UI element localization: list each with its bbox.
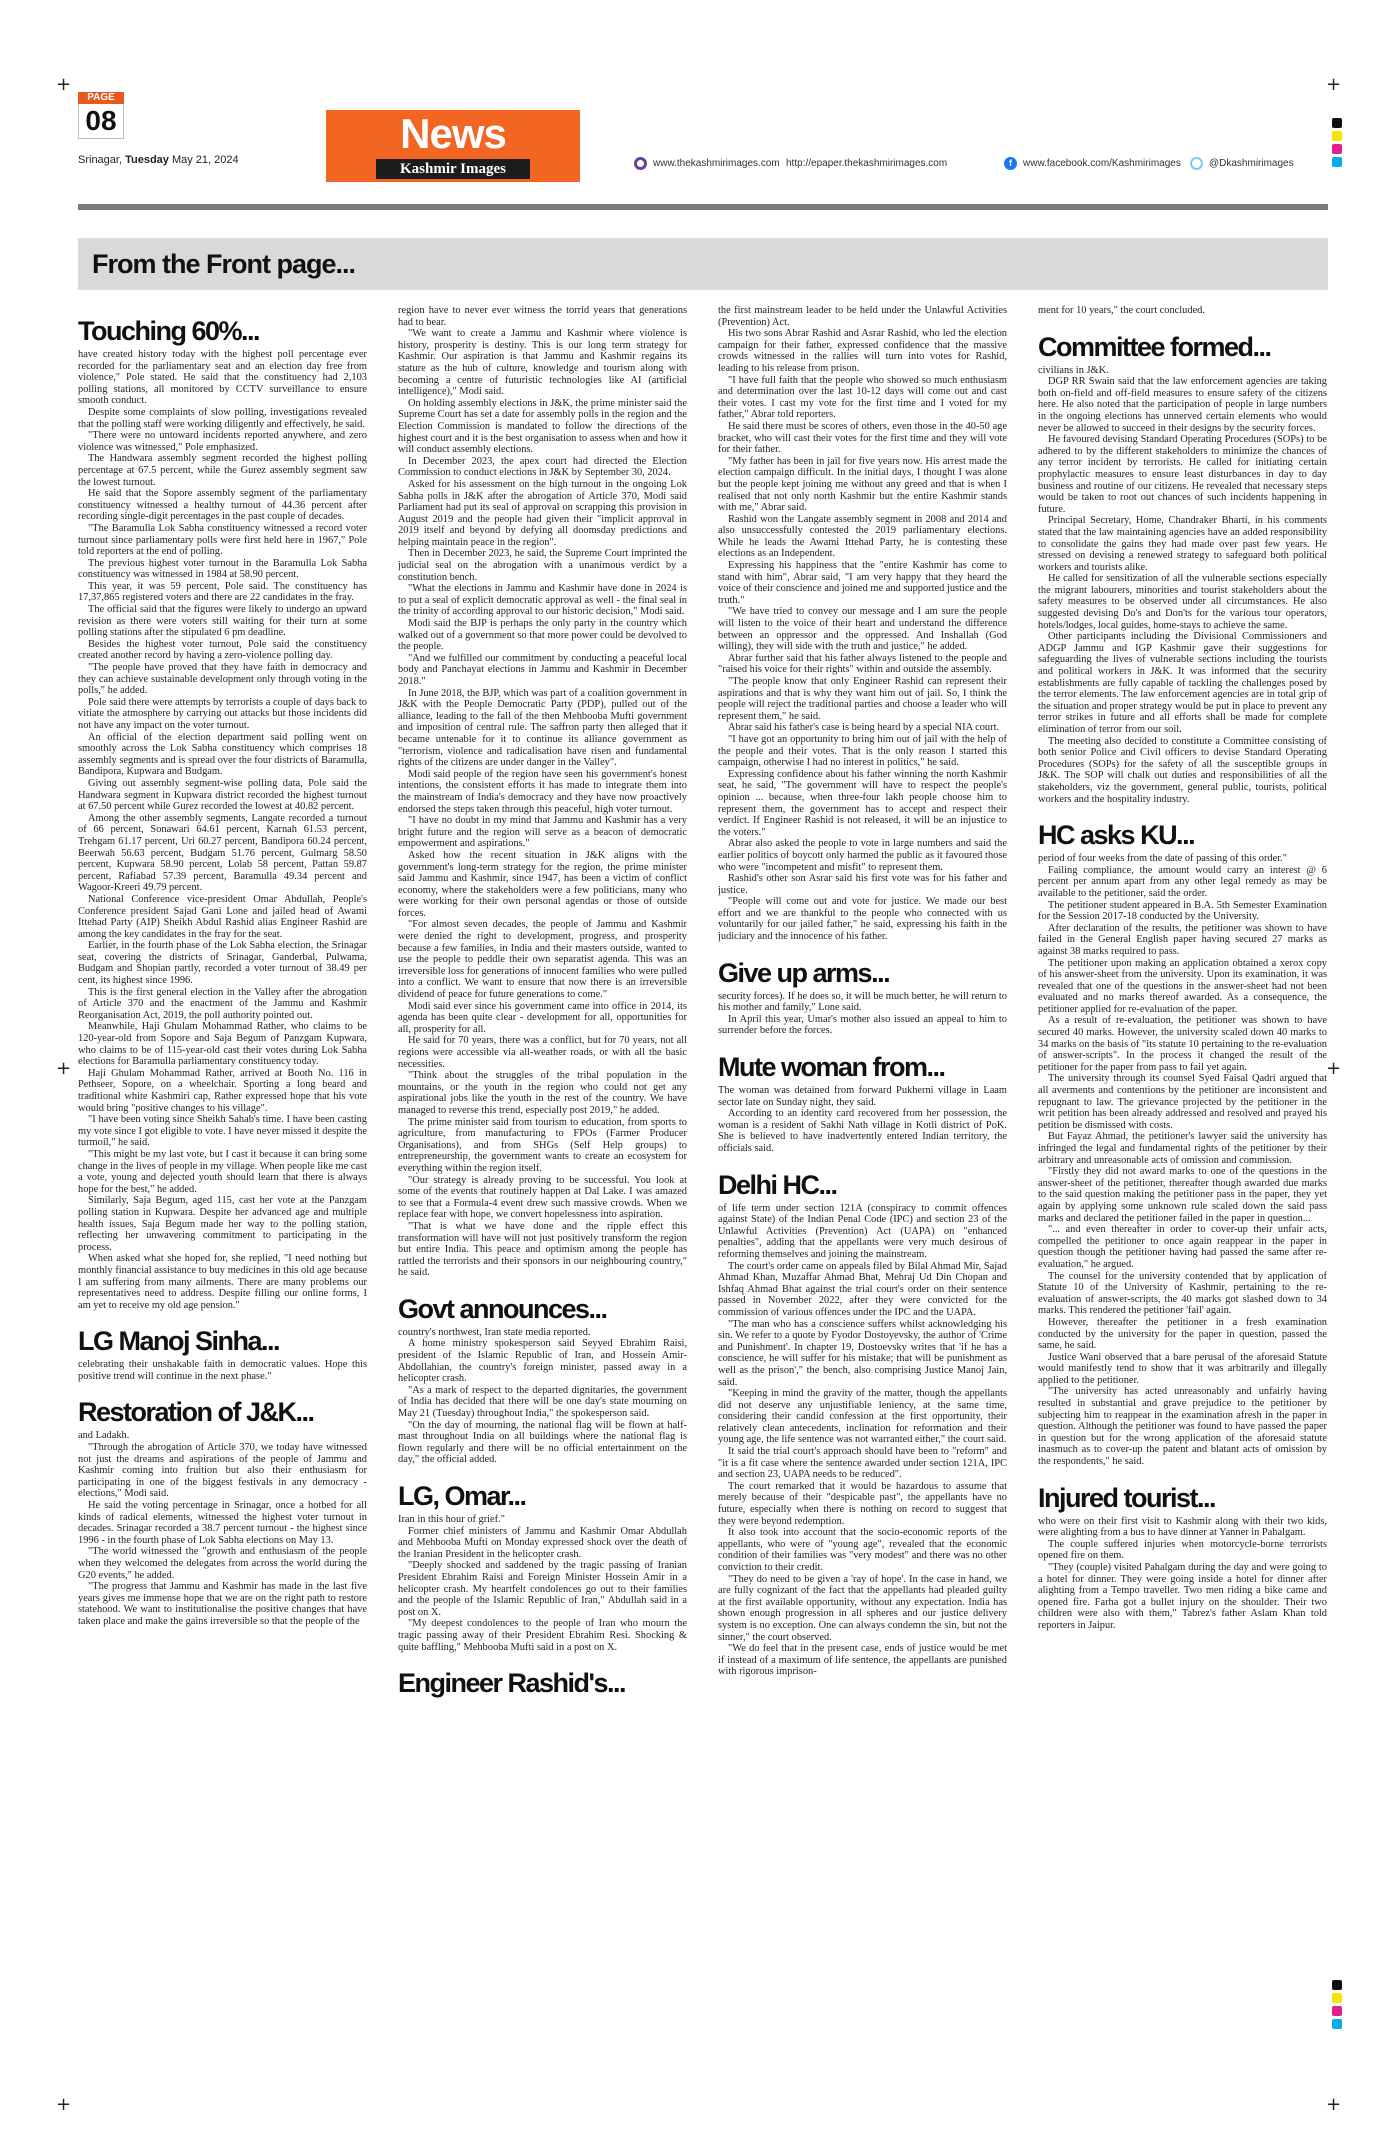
story-paragraph: region have to never ever witness the torrid years that generations had to bear. [398, 305, 687, 328]
registration-mark: + [56, 1058, 72, 1079]
story-headline: Committee formed... [1038, 331, 1271, 362]
story-paragraph: Expressing confidence about his father winning the north Kashmir seat, he said, "The government will have to respect the people's opinion ... because, when three-four lakh people choose him to represent them, the government has to accept and respect their verdict. If Engineer Rashid is not released, it will be an injustice to the voters." [718, 768, 1007, 838]
registration-mark: + [56, 74, 72, 95]
page-tag [78, 92, 124, 139]
story-paragraph: Modi said people of the region have seen his government's honest intentions, the consistent efforts it has made to integrate them into the mainstream of India's democracy and they have now proactively endorsed the steps taken through this peaceful, high voter turnout. [398, 768, 687, 815]
story-paragraph: The prime minister said from tourism to education, from sports to agriculture, from manufacturing to FPOs (Farmer Producer Organisations), and from SHGs (Self Help groups) to entrepreneurship, the government wants to create an ecosystem for everything within the region itself. [398, 1116, 687, 1174]
story-paragraph: "There were no untoward incidents reported anywhere, and zero violence was witnessed," Pole emphasized. [78, 430, 367, 453]
story-paragraph: "We do feel that in the present case, ends of justice would be met if instead of a maximum of life sentence, the appellants are punished with rigorous imprison- [718, 1643, 1007, 1678]
story-paragraph: "We want to create a Jammu and Kashmir where violence is history, prosperity is destiny. This is our long term strategy for Kashmir. Our aspiration is that Jammu and Kashmir regains its stature as the hub of culture, knowledge and tourism along with becoming a centre of futuristic technologies like AI (artificial intelligence)," Modi said. [398, 328, 687, 398]
story-paragraph: Similarly, Saja Begum, aged 115, cast her vote at the Panzgam polling station in Kupwara. Despite her advanced age and multiple health issues, Saja Begum made her way to the polling station, reflecting her unwavering commitment to participating in the process. [78, 1195, 367, 1253]
story-paragraph: "They do need to be given a 'ray of hope'. In the case in hand, we are fully cognizant of the fact that the appellants had pleaded guilty at the first available opportunity, without any expectation. India has shown enough progression in all spheres and our justice delivery system is no exception. One can always condemn the sin, but not the sinner," the court observed. [718, 1573, 1007, 1643]
page-label: PAGE [78, 92, 124, 104]
story-paragraph: On holding assembly elections in J&K, the prime minister said the Supreme Court has set a date for assembly polls in the region and the Election Commission is mandated to follow the directions of the highest court and it is the best organisation to assess when and how it will conduct assembly elections. [398, 397, 687, 456]
story-headline: Mute woman from... [718, 1052, 945, 1083]
story-paragraph: The previous highest voter turnout in the Baramulla Lok Sabha constituency was witnessed in 1984 at 58.90 percent. [78, 557, 367, 581]
story-paragraph: Besides the highest voter turnout, Pole said the constituency created another record by having a zero-violence polling day. [78, 638, 367, 662]
story-paragraph: Modi said ever since his government came into office in 2014, its agenda has been quite clear - development for all, opportunities for all, prosperity for all. [398, 1000, 687, 1035]
story-paragraph: security forces). If he does so, it will be much better, he will return to his mother and family," Lone said. [718, 990, 1007, 1014]
story-paragraph: "My deepest condolences to the people of Iran who mourn the tragic passing away of their President Ebrahim Resi. Shocking & quite baffling," Mehbooba Mufti said in a post on X. [398, 1618, 687, 1653]
story-paragraph: The court's order came on appeals filed by Bilal Ahmad Mir, Sajad Ahmad Khan, Muzaffar Ahmad Bhat, Mehraj Ud Din Chopan and Ishfaq Ahmad Bhat against the trial court's order on their sentence passed in November 2022, after they were convicted for the commission of various offences under the IPC and the UAPA. [718, 1260, 1007, 1318]
page-number: 08 [78, 104, 124, 139]
story-paragraph: Principal Secretary, Home, Chandraker Bharti, in his comments stated that the law maintaining agencies have an added responsibility to consolidate the gains they had made over past few years. He stressed on devising a renewed strategy to safeguard both political workers and tourists alike. [1038, 515, 1327, 573]
story-paragraph: Pole said there were attempts by terrorists a couple of days back to vitiate the atmosphere by carrying out attacks but those incidents did not have any impact on the voter turnout. [78, 696, 367, 731]
story-paragraph: As a result of re-evaluation, the petitioner was shown to have secured 40 marks. However, the university scaled down 40 marks to 34 marks on the basis of "its statute 10 pertaining to the re-evaluation of answer-scripts". In the process it changed the result of the petitioner for the paper from pass to fail yet again. [1038, 1015, 1327, 1073]
story-paragraph: It said the trial court's approach should have been to "reform" and "it is a fit case where the sentence awarded under section 121A, IPC and section 23, UAPA needs to be reduced". [718, 1446, 1007, 1481]
story-paragraph: The meeting also decided to constitute a Committee consisting of both senior Police and Civil officers to devise Standard Operating Procedures (SOPs) for the safety of all the susceptible groups in J&K. The SOP will chalk out duties and responsibilities of all the stakeholders, viz the government, general public, tourists, political workers and the hospitality industry. [1038, 735, 1327, 805]
story-paragraph: ment for 10 years," the court concluded. [1038, 305, 1205, 316]
story-paragraph: The petitioner upon making an application obtained a xerox copy of his answer-sheet from the university. Upon its examination, it was revealed that one of the questions in the answer-sheet had not been evaluated and no marks thereof awarded. As a consequence, the petitioner applied for re-evaluation of the paper. [1038, 957, 1327, 1015]
story-paragraph: "Through the abrogation of Article 370, we today have witnessed not just the dreams and aspirations of the people of Jammu and Kashmir coming into fruition but also their enthusiasm for participating in one of the biggest festivals in any democracy - elections," Modi said. [78, 1442, 367, 1500]
story-paragraph: In April this year, Umar's mother also issued an appeal to him to surrender before the forces. [718, 1013, 1007, 1037]
story-paragraph: Other participants including the Divisional Commissioners and ADGP Jammu and IGP Kashmir gave their suggestions for safeguarding the lives of vulnerable sections including the tourists and political workers in J&K. It was informed that the security establishments are fully capable of tackling the challenges posed by the terror elements. The law enforcement agencies are in total grip of the situation and proper strategy would be put in place to prevent any terror strikes in future and all efforts shall be made for complete elimination of terror from our soil. [1038, 631, 1327, 735]
column-1 [78, 305, 367, 2085]
story-paragraph: He said there must be scores of others, even those in the 40-50 age bracket, who will cast their votes for the first time and they will vote for their father. [718, 420, 1007, 456]
story-headline: HC asks KU... [1038, 820, 1195, 851]
story-paragraph: The petitioner student appeared in B.A. 5th Semester Examination for the Session 2017-18 conducted by the University. [1038, 899, 1327, 923]
story-paragraph: "For almost seven decades, the people of Jammu and Kashmir were denied the right to development, progress, and prosperity because a few families, in India and their masters outside, wanted to use the people to peddle their own separatist agenda. This was an irreversible loss for generations of innocent families who were pulled into a conflict. We want to ensure that now there is an irreversible dividend of peace for future generations to come." [398, 919, 687, 1001]
story-paragraph: He called for sensitization of all the vulnerable sections especially the migrant labourers, minorities and tourist stakeholders about the safety measures to be observed under all circumstances. He also suggested devising Do's and Don'ts for the various tour operators, hotels/lodges, local guides, home-stays to achieve the same. [1038, 573, 1327, 631]
epaper-link[interactable]: http://epaper.thekashmirimages.com [786, 158, 948, 169]
column-4 [1038, 305, 1327, 2085]
story-paragraph: Abrar said his father's case is being heard by a special NIA court. [728, 722, 1000, 734]
story-paragraph: National Conference vice-president Omar Abdullah, People's Conference president Sajad Gani Lone and jailed head of Awami Ittehad Party (AIP) Sheikh Abdul Rashid alias Engineer Rashid are among the key candidates in the fray for the seat. [78, 893, 367, 940]
story-paragraph: "My father has been in jail for five years now. His arrest made the election campaign difficult. In the initial days, I thought I was alone but the people kept joining me without any greed and that is when I realised that not only north Kashmir but the entire Kashmir stands with me," Abrar said. [718, 455, 1007, 514]
story-paragraph: civilians in J&K. [1038, 364, 1109, 376]
story-paragraph: Earlier, in the fourth phase of the Lok Sabha election, the Srinagar seat, covering the districts of Srinagar, Ganderbal, Pulwama, Budgam and Shopian partly, recorded a voter turnout of 38.49 per cent, its highest since 1996. [78, 940, 367, 987]
story-headline: Give up arms... [718, 957, 890, 988]
story-paragraph: "The people know that only Engineer Rashid can represent their aspirations and that is why they want him out of jail. So, I think the people will reject the traditional parties and choose a leader who will represent them," he said. [718, 676, 1007, 722]
facebook-link[interactable]: f www.facebook.com/Kashmirimages [1004, 154, 1181, 174]
publication-name: Kashmir Images [376, 159, 530, 179]
dateline [78, 154, 239, 166]
website-link[interactable]: www.thekashmirimages.com [634, 154, 780, 174]
x-link[interactable]: @Dkashmirimages [1190, 154, 1294, 174]
story-paragraph: Abrar also asked the people to vote in large numbers and said the earlier politics of boycott only harmed the public as it favoured those who were "incompetent and misfit" to represent them. [718, 838, 1007, 873]
story-paragraph: "The world witnessed the "growth and enthusiasm of the people when they welcomed the delegates from across the world during the G20 events," he added. [78, 1546, 367, 1581]
story-paragraph: But Fayaz Ahmad, the petitioner's lawyer said the university has infringed the legal and fundamental rights of the petitioner by their arbitrary and unreasonable acts of omission and commission. [1038, 1131, 1327, 1166]
story-paragraph: "The university has acted unreasonably and unfairly having resulted in substantial and grave prejudice to the petitioner by subjecting him to reappear in the examination afresh in the paper in question. Although the petitioner was found to have passed the paper in question but for the wrong application of the aforesaid statute inasmuch as to cover-up the patent and blatant acts of omission by the respondents," he said. [1038, 1386, 1327, 1468]
story-paragraph: He favoured devising Standard Operating Procedures (SOPs) to be adhered to by the different stakeholders to minimize the chances of any terror incident by terrorists. He called for initiating certain prophylactic measures to ensure least disturbances in day to day business and routine of our citizens. He revealed that necessary steps would be taken to root out chances of such incidents happening in future. [1038, 434, 1327, 515]
story-paragraph: Among the other assembly segments, Langate recorded a turnout of 66 percent, Sonawari 64.61 percent, Karnah 61.53 percent, Trehgam 61.17 percent, Uri 60.27 percent, Bandipora 60.24 percent, Beerwah 56.63 percent, Budgam 51.76 percent, Gulmarg 58.50 percent, Kupwara 58.90 percent, Lolab 58 percent, Pattan 59.87 percent, Rafiabad 57.39 percent, Baramulla 49.34 percent and Wagoor-Kreeri 49.79 percent. [78, 812, 367, 894]
story-paragraph: Expressing his happiness that the "entire Kashmir has come to stand with him", Abrar said, "I am very happy that they heard the voice of their conscience and joined me and supported justice and the truth." [718, 560, 1007, 606]
story-paragraph: In June 2018, the BJP, which was part of a coalition government in J&K with the People Democratic Party (PDP), pulled out of the alliance, leading to the fall of the then Mehbooba Mufti government and imposition of central rule. The saffron party then alleged that it became untenable for it to continue its alliance government as "terrorism, violence and radicalisation have risen and fundamental rights of the citizens are under danger in the Valley". [398, 687, 687, 769]
story-paragraph: Asked for his assessment on the high turnout in the ongoing Lok Sabha polls in J&K after the abrogation of Article 370, Modi said Parliament had put its seal of approval on scrapping this provision in August 2019 and the people had given their "implicit approval in 2019 itself and beyond by defying all doomsday predictions and helping maintain peace in the region". [398, 478, 687, 548]
story-paragraph: and Ladakh. [78, 1430, 130, 1442]
registration-mark: + [1326, 74, 1342, 95]
story-paragraph: "I have been voting since Sheikh Sahab's time. I have been casting my vote since I got eligible to vote. I have never missed it despite the turmoil," he said. [78, 1114, 367, 1149]
registration-mark: + [1326, 1058, 1342, 1079]
story-paragraph: A home ministry spokesperson said Seyyed Ebrahim Raisi, president of the Islamic Republic of Iran, and Hossein Amir-Abdollahian, the country's foreign minister, passed away in a helicopter crash. [398, 1338, 687, 1385]
story-paragraph: "And we fulfilled our commitment by conducting a peaceful local body and Panchayat elections in Jammu and Kashmir in December 2018." [398, 652, 687, 687]
story-paragraph: "... and even thereafter in order to cover-up their unfair acts, compelled the petitioner to once again reappear in the paper in question though the petitioner having had passed the same after re-evaluation," he argued. [1038, 1224, 1327, 1270]
story-paragraph: It also took into account that the socio-economic reports of the appellants, who were of "young age", revealed that the economic condition of their families was "very modest" and there was no other conviction to their credit. [718, 1527, 1007, 1573]
section-name: News [400, 110, 506, 157]
registration-mark: + [56, 2094, 72, 2115]
story-paragraph: Former chief ministers of Jammu and Kashmir Omar Abdullah and Mehbooba Mufti on Monday expressed shock over the death of the Iranian President in the helicopter crash. [398, 1525, 687, 1560]
story-paragraph: "The man who has a conscience suffers whilst acknowledging his sin. We refer to a quote by Fyodor Dostoyevsky, the author of 'Crime and Punishment'. In chapter 19, Dostoevsky writes that 'if he has a conscience, he will suffer for his mistake; that will be punishment as well as the prison'," the bench, also comprising Justice Manoj Jain, said. [718, 1318, 1007, 1388]
story-paragraph: "What the elections in Jammu and Kashmir have done in 2024 is to put a seal of explicit democratic approval as well - the final seal in the trinity of according approval to our historic decision," Modi said. [398, 583, 687, 618]
story-paragraph: "Our strategy is already proving to be successful. You look at some of the events that routinely happen at Dal Lake. I was amazed to see that a Formula-4 event drew such massive crowds. When we replace fear with hope, we convert hopelessness into aspiration. [398, 1174, 687, 1221]
story-headline: Engineer Rashid's... [398, 1668, 625, 1699]
story-paragraph: "The progress that Jammu and Kashmir has made in the last five years gives me immense hope that we are on the right path to restore statehood. We want to institutionalise the positive changes that have taken place and make the gains irreversible so that the people of the [78, 1581, 367, 1627]
story-paragraph: The woman was detained from forward Pukherni village in Laam sector late on Sunday night, they said. [718, 1085, 1007, 1108]
story-paragraph: The university through its counsel Syed Faisal Qadri argued that all averments and contentions by the petitioner are inconsistent and repugnant to law. The grievance projected by the petitioner in the writ petition has been already addressed and resolved and prayed his petition be dismissed with costs. [1038, 1073, 1327, 1131]
dateline-city: Srinagar, [78, 154, 123, 166]
web-icon [634, 157, 647, 170]
story-headline: Injured tourist... [1038, 1482, 1216, 1513]
story-paragraph: His two sons Abrar Rashid and Asrar Rashid, who led the election campaign for their father, expressed confidence that the massive crowds witnessed in the rallies will turn into votes for Rashid, leading to his release from prison. [718, 328, 1007, 374]
story-paragraph: An official of the election department said polling went on smoothly across the Lok Sabha constituency which comprises 18 assembly segments and is spread over the four districts of Baramulla, Bandipora, Kupwara and Budgam. [78, 731, 367, 778]
story-paragraph: period of four weeks from the date of passing of this order." [1038, 853, 1287, 865]
banner-title: From the Front page... [92, 249, 356, 279]
contact-links [634, 154, 1340, 176]
story-paragraph: DGP RR Swain said that the law enforcement agencies are taking both on-field and off-field measures to ensure safety of the citizens here. He also noted that the participation of people in large numbers in the ongoing elections has unnerved certain elements who would never be allowed to succeed in their designs by the security forces. [1038, 376, 1327, 434]
story-paragraph: "Keeping in mind the gravity of the matter, though the appellants did not deserve any unjustifiable leniency, at the same time, considering their candid confession at the first opportunity, their relatively clean antecedents, inclination for reformation and their young age, the life sentence was not warranted either," the court said. [718, 1388, 1007, 1446]
story-paragraph: "Deeply shocked and saddened by the tragic passing of Iranian President Ebrahim Raisi and Foreign Minister Hossein Amir in a helicopter crash. My heartfelt condolences go out to their families and the people of the Islamic Republic of Iran," Abdullah said in a post on X. [398, 1560, 687, 1618]
column-2 [398, 305, 687, 2085]
story-paragraph: When asked what she hoped for, she replied, "I need nothing but monthly financial assistance to buy medicines in this old age because I am suffering from many ailments. There are many problems our representatives need to address. Despite filling our online forms, I am yet to receive my old age pension." [78, 1253, 367, 1311]
story-paragraph: This is the first general election in the Valley after the abrogation of Article 370 and the enactment of the Jammu and Kashmir Reorganisation Act, 2019, the poll authority pointed out. [78, 986, 367, 1021]
story-paragraph: Abrar further said that his father always listened to the people and "raised his voice for their rights" within and outside the assembly. [718, 652, 1007, 676]
story-paragraph: Then in December 2023, he said, the Supreme Court imprinted the judicial seal on the abrogation with a unanimous verdict by a constitution bench. [398, 548, 687, 583]
story-paragraph: "I have full faith that the people who showed so much enthusiasm and determination over the last 10-12 days will come out and cast their votes. I cast my vote for the first time and I voted for my father," Abrar told reporters. [718, 374, 1007, 421]
x-icon [1190, 157, 1203, 170]
story-paragraph: Iran in this hour of grief." [398, 1514, 505, 1525]
story-paragraph: The official said that the figures were likely to undergo an upward revision as there were voters still waiting for their turn at some polling stations after the stipulated 6 pm deadline. [78, 604, 367, 639]
story-paragraph: Haji Ghulam Mohammad Rather, arrived at Booth No. 116 in Pethseer, Sopore, on a wheelchair. Sporting a long beard and traditional white Kashmiri cap, Rather expressed hope that his vote would bring "positive changes to his village". [78, 1067, 367, 1114]
column-3 [718, 305, 1007, 2085]
story-paragraph: "People will come out and vote for justice. We made our best effort and we are thankful to the people who connected with us voluntarily for our jailed father," he said, expressing his faith in the judiciary and the innocence of his father. [718, 896, 1007, 943]
story-paragraph: He said the voting percentage in Srinagar, once a hotbed for all kinds of radical elements, witnessed the highest voter turnout in decades. Srinagar recorded a 38.7 percent turnout - the highest since 1996 - in the fourth phase of Lok Sabha elections on May 13. [78, 1500, 367, 1546]
story-headline: Govt announces... [398, 1293, 607, 1324]
story-paragraph: Despite some complaints of slow polling, investigations revealed that the polling staff were working diligently and effectively, he said. [78, 406, 367, 430]
story-paragraph: The couple suffered injuries when motorcycle-borne terrorists opened fire on them. [1038, 1538, 1327, 1562]
dateline-date: May 21, 2024 [171, 154, 239, 166]
story-paragraph: "Think about the struggles of the tribal population in the mountains, or the youth in the region who could not get any aspirational jobs like the youth in the rest of the country. We have managed to reverse this trend, especially post 2019," he added. [398, 1070, 687, 1116]
story-paragraph: "Firstly they did not award marks to one of the questions in the answer-sheet of the petitioner, thereafter though awarded due marks to the said question making the petitioner pass in the paper, they yet again by applying some unknown rule scaled down the said pass marks and declared the petitioner failed in the paper in question... [1038, 1166, 1327, 1224]
facebook-icon: f [1004, 157, 1017, 170]
story-paragraph: "The people have proved that they have faith in democracy and they can achieve sustainable development only through voting in the polls," he added. [78, 662, 367, 697]
story-paragraph: The Handwara assembly segment recorded the highest polling percentage at 67.5 percent, while the Gurez assembly segment saw the lowest turnout. [78, 453, 367, 488]
story-paragraph: "This might be my last vote, but I cast it because it can bring some change in the lives of people in my village. When people like me cast a vote, young and dejected youth should learn that there is always hope for the best," he added. [78, 1148, 367, 1195]
masthead [78, 92, 1340, 212]
registration-mark: + [1326, 2094, 1342, 2115]
story-paragraph: He said that the Sopore assembly segment of the parliamentary constituency witnessed a healthy turnout of 44.36 percent after recording single-digit percentages in the past couple of decades. [78, 488, 367, 523]
story-paragraph: Giving out assembly segment-wise polling data, Pole said the Handwara segment in Kupwara district recorded the highest turnout at 67.50 percent while Gurez recorded the lowest at 40.82 percent. [78, 777, 367, 813]
story-paragraph: The counsel for the university contended that by application of Statute 10 of the University of Kashmir, pertaining to the re-evaluation of answer-scripts, the 40 marks got slashed down to 34 marks. This rendered the petitioner 'fail' again. [1038, 1270, 1327, 1317]
story-paragraph: who were on their first visit to Kashmir along with their two kids, were alighting from a bus to have dinner at Yanner in Pahalgam. [1038, 1515, 1327, 1539]
section-banner [78, 238, 1328, 290]
dateline-day: Tuesday [125, 154, 169, 166]
story-paragraph: "I have no doubt in my mind that Jammu and Kashmir has a very bright future and the region will serve as a beacon of democratic empowerment and aspirations." [398, 815, 687, 850]
story-paragraph: Modi said the BJP is perhaps the only party in the country which walked out of a government so that more power could be devolved to the people. [398, 618, 687, 653]
story-headline: LG, Omar... [398, 1481, 526, 1511]
story-paragraph: "They (couple) visited Pahalgam during the day and were going to a hotel for dinner. They were going inside a hotel for dinner after alighting from a Tempo traveller. Two men riding a bike came and opened fire. Farha got a bullet injury on the shoulder. Their two children were also with them," Tabrez's father Aslam Khan told reporters in Jaipur. [1038, 1562, 1327, 1631]
story-paragraph: Justice Wani observed that a bare perusal of the aforesaid Statute would manifestly tend to show that it was arbitrarily and illegally applied to the petitioner. [1038, 1351, 1327, 1386]
story-paragraph: The court remarked that it would be hazardous to assume that merely because of their "despicable past", the appellants have no future, especially when there is nothing on record to suggest that they were beyond redemption. [718, 1480, 1007, 1527]
story-paragraph: "I have got an opportunity to bring him out of jail with the help of the people and their votes. That is the only reason I started this campaign, otherwise I had no interest in politics," he said. [718, 733, 1007, 769]
story-paragraph: "That is what we have done and the ripple effect this transformation will have will not just positively transform the region but entire India. This peace and optimism among the people has rattled the terrorists and their sponsors in our neighbouring country," he said. [398, 1220, 687, 1279]
story-paragraph: of life term under section 121A (conspiracy to commit offences against State) of the Indian Penal Code (IPC) and section 23 of the Unlawful Activities (Prevention) Act (UAPA) on "enhanced penalties", adding that the appellants were very much desirous of reforming themselves and joining the mainstream. [718, 1202, 1007, 1260]
story-paragraph: He said for 70 years, there was a conflict, but for 70 years, not all regions were accessible via all-weather roads, or with all the basic necessities. [398, 1035, 687, 1070]
story-paragraph: celebrating their unshakable faith in democratic values. Hope this positive trend will continue in the next phase." [78, 1359, 367, 1382]
story-paragraph: "On the day of mourning, the national flag will be flown at half-mast throughout India on all buildings where the national flag is flown regularly and there will be no official entertainment on the day," the official added. [398, 1419, 687, 1466]
story-paragraph: This year, it was 59 percent, Pole said. The constituency has 17,37,865 registered voters and there are 22 candidates in the fray. [78, 580, 367, 604]
story-paragraph: the first mainstream leader to be held under the Unlawful Activities (Prevention) Act. [718, 305, 1007, 328]
story-paragraph: Asked how the recent situation in J&K aligns with the government's long-term strategy for the region, the prime minister said Jammu and Kashmir, since 1947, has been a victim of conflict economy, where the stakeholders were a few politicians, many who were working for their own personal agendas or those of outside forces. [398, 849, 687, 919]
story-paragraph: "The Baramulla Lok Sabha constituency witnessed a record voter turnout since parliamentary polls were first held here in 1967," Pole told reporters at the end of polling. [78, 522, 367, 558]
story-paragraph: However, thereafter the petitioner in a fresh examination conducted by the university for the paper in question, passed the same, he said. [1038, 1316, 1327, 1352]
section-logo [326, 110, 580, 182]
story-paragraph: country's northwest, Iran state media reported. [398, 1326, 591, 1338]
story-headline: Restoration of J&K... [78, 1397, 314, 1428]
header-rule [78, 204, 1328, 210]
story-paragraph: "As a mark of respect to the departed dignitaries, the government of India has decided that there will be one day's state mourning on May 21 (Tuesday) throughout India," the spokesperson said. [398, 1384, 687, 1420]
story-paragraph: After declaration of the results, the petitioner was shown to have failed in the General English paper having secured 27 marks as against 38 marks required to pass. [1038, 922, 1327, 957]
story-paragraph: Meanwhile, Haji Ghulam Mohammad Rather, who claims to be 120-year-old from Sopore and Saja Begum of Panzgam Kupwara, who claims to be of 115-year-old cast their votes during Lok Sabha elections for Baramulla parliamentary constituency today. [78, 1021, 367, 1068]
story-headline: LG Manoj Sinha... [78, 1326, 280, 1357]
story-headline: Touching 60%... [78, 316, 260, 346]
story-paragraph: In December 2023, the apex court had directed the Election Commission to conduct elections in J&K by September 30, 2024. [398, 455, 687, 479]
story-paragraph: Rashid's other son Asrar said his first vote was for his father and justice. [718, 873, 1007, 896]
story-paragraph: Rashid won the Langate assembly segment in 2008 and 2014 and also unsuccessfully contested the 2019 parliamentary elections. While he leads the Awami Ittehad Party, he is contesting these elections as an Independent. [718, 513, 1007, 560]
story-headline: Delhi HC... [718, 1169, 837, 1200]
story-paragraph: "We have tried to convey our message and I am sure the people will listen to the voice of their heart and understand the difference between an oppressor and the oppressed. And Inshallah (God willing), they will side with the truth and justice," he added. [718, 606, 1007, 653]
story-paragraph: have created history today with the highest poll percentage ever recorded for the parliamentary seat and an election day free from violence," Pole stated. He said that the constituency had 2,103 polling stations, all monitored by CCTV surveillance to ensure smooth conduct. [78, 349, 367, 407]
color-marks [1332, 1980, 1344, 2032]
story-paragraph: According to an identity card recovered from her possession, the woman is a resident of Sakhi Nath village in Kotli district of PoK. She is believed to have inadvertently entered Indian territory, the officials said. [718, 1108, 1007, 1154]
story-paragraph: Failing compliance, the amount would carry an interest @ 6 percent per annum apart from any other legal remedy as may be available to the petitioner, said the order. [1038, 864, 1327, 899]
